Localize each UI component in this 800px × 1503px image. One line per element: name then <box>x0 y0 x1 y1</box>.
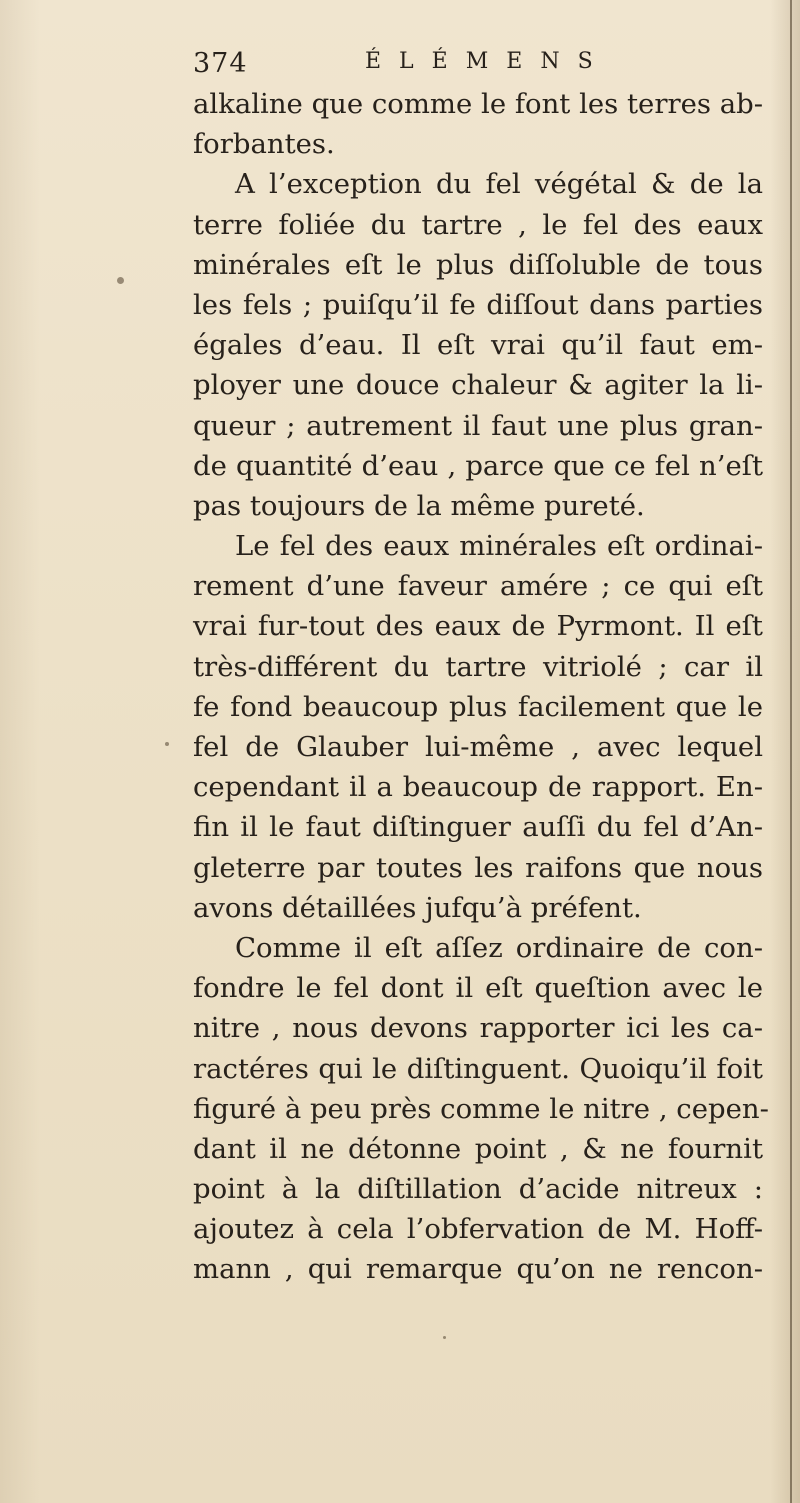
text-line: point à la diſtillation d’acide nitreux : <box>193 1173 763 1206</box>
page-header <box>193 48 623 88</box>
page-edge <box>790 0 792 1503</box>
text-line: terre foliée du tartre , le fel des eaux <box>193 208 763 241</box>
text-line: ployer une douce chaleur & agiter la li- <box>193 369 763 402</box>
text-line: fin il le faut diſtinguer auſſi du fel d’An- <box>193 811 763 844</box>
text-line: fel de Glauber lui-même , avec lequel <box>193 731 763 763</box>
text-line: alkaline que comme le font les terres ab- <box>193 88 764 120</box>
text-line: nitre , nous devons rapporter ici les ca- <box>193 1012 763 1045</box>
text-line: fe fond beaucoup plus facilement que le <box>193 690 763 723</box>
text-line: fondre le fel dont il eſt queſtion avec le <box>193 972 763 1005</box>
running-head: ÉLÉMENS <box>365 49 611 74</box>
text-line: cependant il a beaucoup de rapport. En- <box>193 771 763 804</box>
ink-spot <box>117 277 124 284</box>
text-line: Le fel des eaux minérales eſt ordinai- <box>235 530 763 563</box>
text-line: Comme il eſt aſſez ordinaire de con- <box>235 931 763 964</box>
ink-spot <box>165 742 169 746</box>
text-line: égales d’eau. Il eſt vrai qu’il faut em- <box>193 329 763 362</box>
text-line: mann , qui remarque qu’on ne rencon- <box>193 1253 763 1286</box>
text-line: rement d’une faveur amére ; ce qui eſt <box>193 570 763 603</box>
ink-spot <box>443 1336 446 1339</box>
text-line: vrai fur-tout des eaux de Pyrmont. Il eſt <box>193 610 763 643</box>
text-line: très-différent du tartre vitriolé ; car il <box>193 650 763 683</box>
text-line: A l’exception du fel végétal & de la <box>235 168 763 201</box>
text-line: gleterre par toutes les raifons que nous <box>193 851 763 884</box>
text-line: ajoutez à cela l’obfervation de M. Hoff- <box>193 1213 763 1246</box>
text-line: queur ; autrement il faut une plus gran- <box>193 409 763 442</box>
text-line: pas toujours de la même pureté. <box>193 489 645 522</box>
body-text <box>193 84 769 1290</box>
text-line: figuré à peu près comme le nitre , cepen- <box>193 1092 769 1125</box>
text-line: minérales eſt le plus diſſoluble de tous <box>193 248 763 281</box>
text-line: ractéres qui le diſtinguent. Quoiqu’il foit <box>193 1052 763 1085</box>
text-line: les fels ; puiſqu’il fe diſſout dans parties <box>193 288 763 321</box>
text-line: avons détaillées jufqu’à préfent. <box>193 891 642 924</box>
page-number: 374 <box>193 48 248 79</box>
text-line: forbantes. <box>193 128 335 161</box>
text-line: de quantité d’eau , parce que ce fel n’eſt <box>193 449 763 482</box>
text-line: dant il ne détonne point , & ne fournit <box>193 1132 763 1165</box>
